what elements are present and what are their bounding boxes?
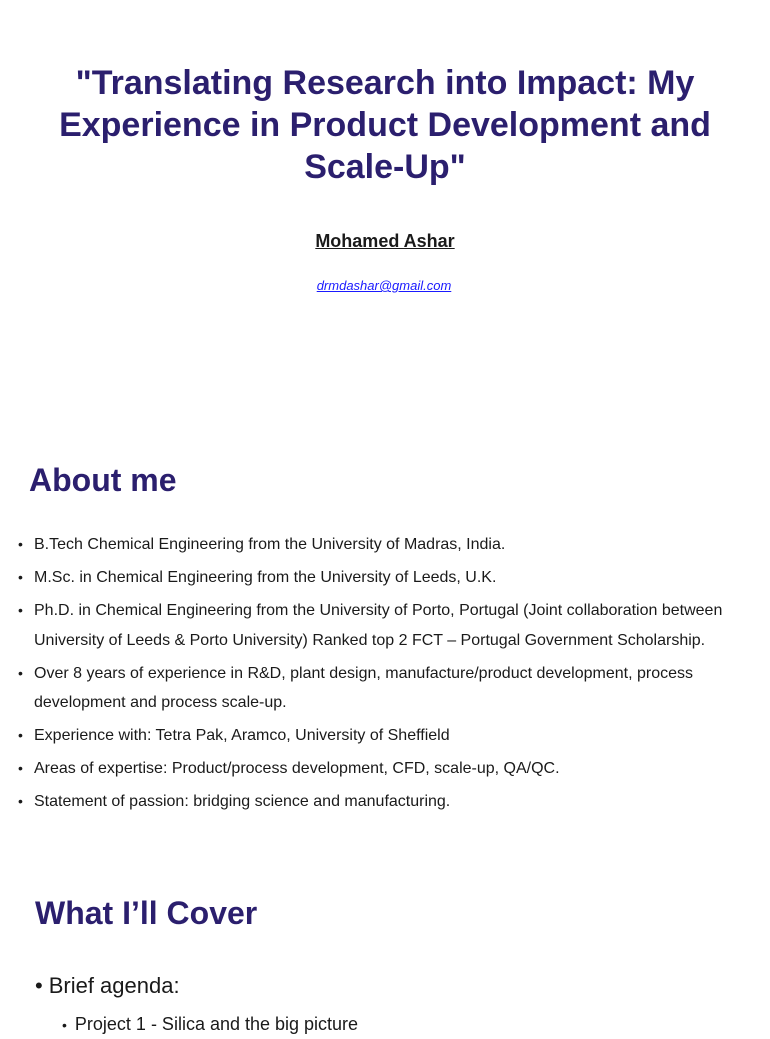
bullet-icon: •: [35, 973, 43, 998]
list-item-text: B.Tech Chemical Engineering from the University of Madras, India.: [34, 536, 506, 553]
author-name: Mohamed Ashar: [315, 231, 455, 251]
agenda-sub-item: [62, 1010, 358, 1039]
list-item-text: Statement of passion: bridging science and manufacturing.: [34, 793, 451, 810]
document-title: "Translating Research into Impact: My Experience in Product Development and Scale-Up": [59, 64, 711, 186]
list-item: [0, 787, 740, 817]
list-item-text: Over 8 years of experience in R&D, plant design, manufacture/product development, process development and process scale-up.: [34, 664, 694, 711]
bullet-icon: •: [18, 536, 23, 552]
agenda-label: Brief agenda:: [48, 973, 180, 998]
bullet-icon: •: [18, 569, 23, 585]
bullet-icon: •: [18, 793, 23, 809]
list-item-text: M.Sc. in Chemical Engineering from the University of Leeds, U.K.: [34, 569, 497, 586]
about-heading: About me: [29, 462, 177, 498]
list-item: [0, 563, 740, 593]
email-link[interactable]: drmdashar@gmail.com: [316, 278, 452, 293]
agenda-item: [35, 968, 180, 1004]
bullet-icon: •: [18, 727, 23, 743]
list-item: [0, 530, 740, 560]
bullet-icon: •: [18, 760, 23, 776]
list-item: [0, 659, 740, 718]
bullet-icon: •: [18, 602, 23, 618]
cover-heading: What I’ll Cover: [35, 895, 258, 931]
list-item: [0, 721, 740, 751]
bullet-icon: •: [62, 1017, 67, 1033]
list-item-text: Ph.D. in Chemical Engineering from the University of Porto, Portugal (Joint collaboration between University of Leeds & Porto University) Ranked top 2 FCT – Portugal Government Scholarship.: [34, 602, 723, 649]
list-item-text: Areas of expertise: Product/process development, CFD, scale-up, QA/QC.: [34, 760, 560, 777]
list-item: [0, 754, 740, 784]
list-item: [0, 596, 740, 655]
about-list: [0, 530, 740, 820]
agenda-sub-label: Project 1 - Silica and the big picture: [74, 1014, 359, 1034]
list-item-text: Experience with: Tetra Pak, Aramco, University of Sheffield: [34, 727, 450, 744]
bullet-icon: •: [18, 664, 23, 681]
